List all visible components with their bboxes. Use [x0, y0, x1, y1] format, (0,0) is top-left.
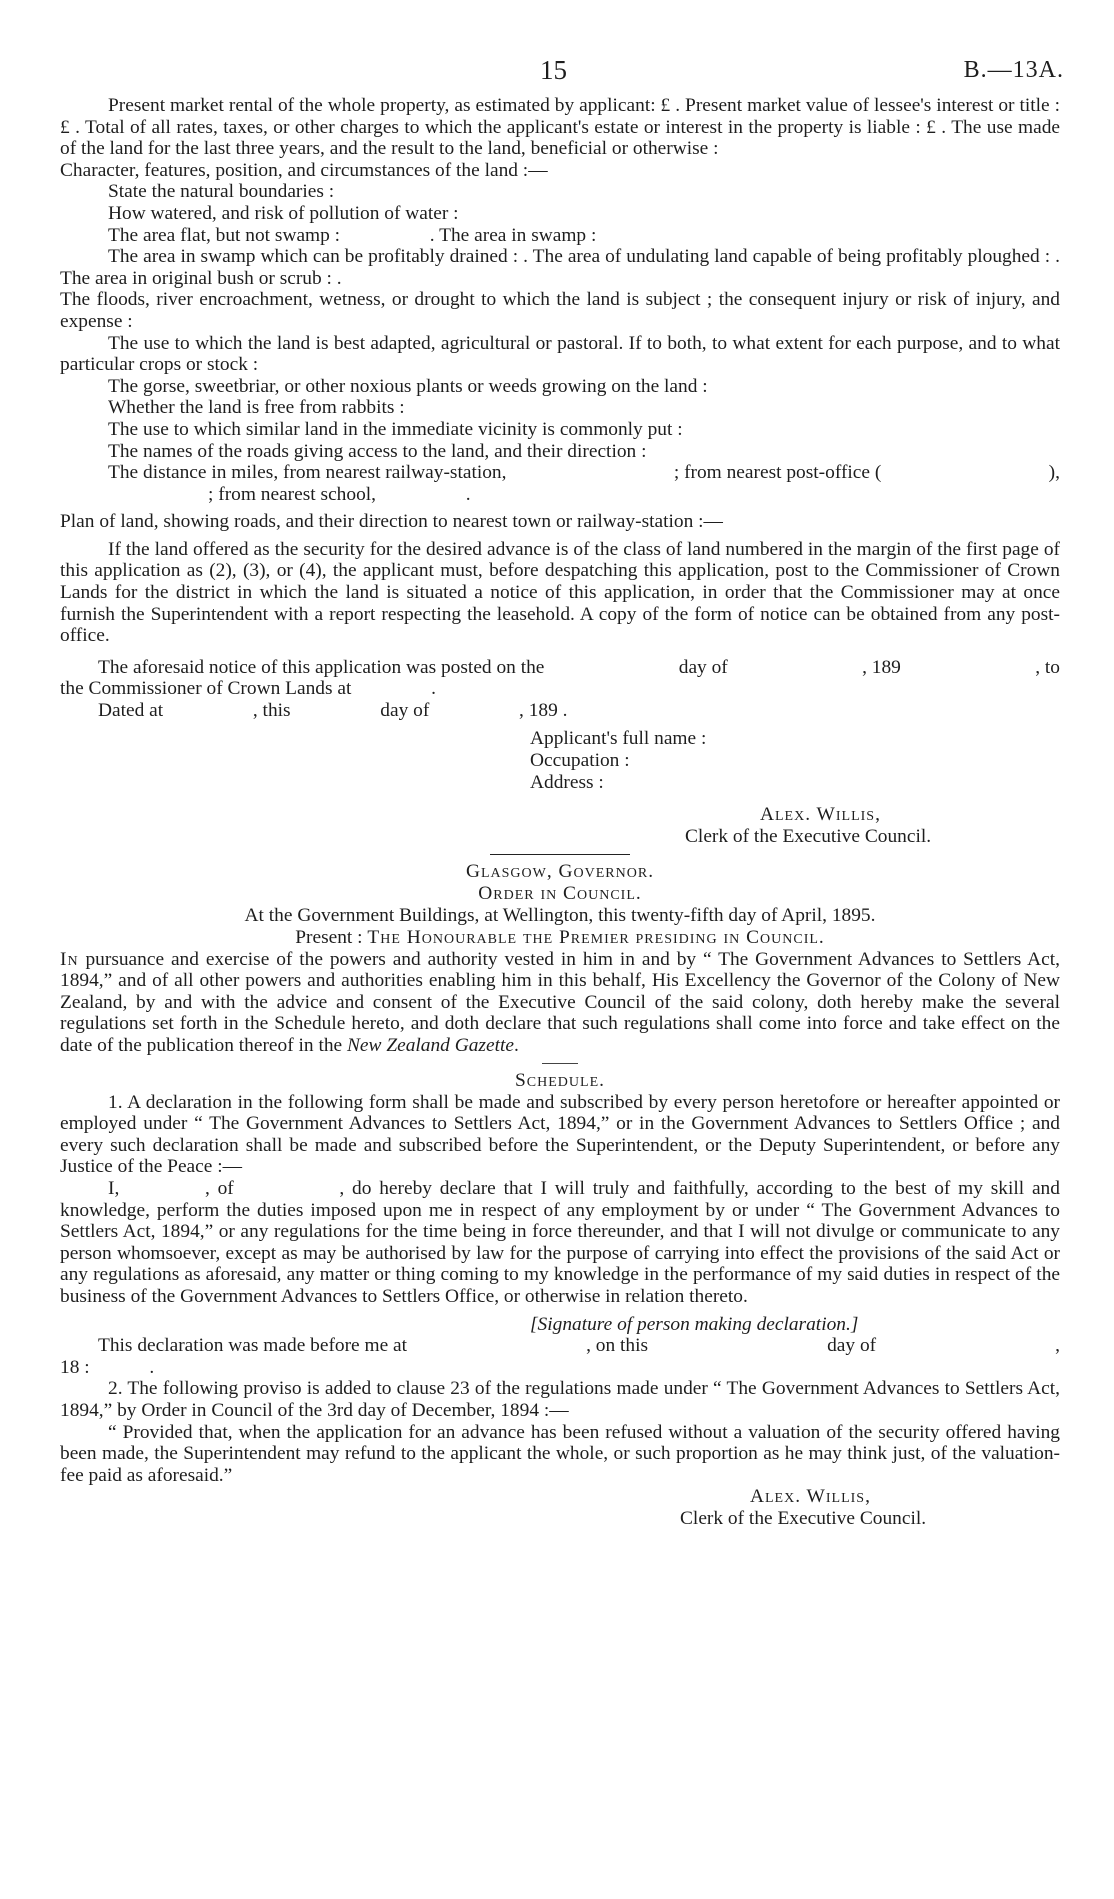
applicant-name-label: Applicant's full name :: [530, 727, 707, 749]
notice-line: [60, 657, 1060, 679]
signature-placeholder: [Signature of person making declaration.]: [530, 1313, 859, 1335]
flat-area-line: [60, 225, 1060, 247]
distance-railway-label: The distance in miles, from nearest railway-station,: [108, 462, 507, 484]
proviso-paragraph: “ Provided that, when the application for an advance has been refused without a valuation of the security offered having been made, the Superintendent may refund to the applicant the whole, or such proportion as he may think just, of the valuation-fee paid as aforesaid.”: [60, 1421, 1060, 1486]
gorse-line: The gorse, sweetbriar, or other noxious plants or weeds growing on the land :: [108, 375, 708, 397]
declaration-made-line: [60, 1335, 1060, 1357]
dated-year-label: , 189: [519, 700, 558, 722]
preamble-initial: In: [60, 948, 79, 970]
distance-school-end: .: [465, 483, 471, 505]
document-page: [60, 55, 1064, 1530]
character-heading: Character, features, position, and circumstances of the land :—: [60, 159, 548, 181]
distance-post-office-label: ; from nearest post-office (: [673, 462, 882, 484]
notice-day-label: day of: [678, 656, 728, 678]
swamp-paragraph: The area in swamp which can be profitably drained : . The area of undulating land capable of being profitably ploughed : . The area in original bush or scrub : .: [60, 246, 1060, 289]
declaration-i: I,: [108, 1177, 120, 1199]
governor-line: Glasgow, Governor.: [465, 860, 655, 882]
signature-title-2: Clerk of the Executive Council.: [680, 1508, 927, 1530]
occupation-label: Occupation :: [530, 749, 630, 771]
section-divider: [490, 854, 630, 855]
address-label: Address :: [530, 771, 604, 793]
gazette-title: New Zealand Gazette: [347, 1035, 514, 1056]
notice-to-label: , to: [1035, 656, 1060, 678]
flat-area-label: The area flat, but not swamp :: [108, 224, 341, 246]
distance-school-label: ; from nearest school,: [208, 483, 377, 505]
order-place-date: At the Government Buildings, at Wellington, this twenty-fifth day of April, 1895.: [244, 904, 876, 926]
similar-use-line: The use to which similar land in the immediate vicinity is commonly put :: [108, 418, 683, 440]
schedule-heading: Schedule.: [515, 1069, 605, 1091]
distance-line: [60, 462, 1060, 484]
notice-end: .: [431, 678, 436, 700]
notice-commissioner-line: [60, 678, 1060, 700]
dated-line: [60, 700, 1060, 722]
watered-line: How watered, and risk of pollution of water :: [108, 202, 459, 224]
preamble-text: pursuance and exercise of the powers and authority vested in him in and by “ The Government Advances to Settlers Act, 1894,” and of all other powers and authorities enabling him in this behalf, His Excellency the Governor of the Colony of New Zealand, by and with the advice and consent of the Executive Council of the said colony, doth hereby make the several regulations set forth in the Schedule hereto, and doth declare that such regulations shall come into force and take effect on the date of the publication thereof in the: [60, 948, 1060, 1056]
schedule-divider: [542, 1063, 578, 1064]
page-header: [60, 55, 1064, 95]
order-heading: Order in Council.: [478, 882, 642, 904]
signature-name-1: Alex. Willis,: [760, 803, 881, 825]
signature-name-2: Alex. Willis,: [750, 1486, 871, 1508]
present-label: Present :: [295, 926, 363, 948]
clause-1: 1. A declaration in the following form shall be made and subscribed by every person heretofore or hereafter appointed or employed under “ The Government Advances to Settlers Act, 1894,” or in the Government Advances to Settlers Office ; and every such declaration shall be made and subscribed before the Superintendent, or the Deputy Superintendent, or before any Justice of the Peace :—: [60, 1091, 1060, 1178]
dated-this-label: , this: [252, 700, 291, 722]
dated-at-label: Dated at: [98, 700, 164, 722]
notice-commissioner-label: the Commissioner of Crown Lands at: [60, 678, 352, 700]
dated-day-label: day of: [380, 700, 430, 722]
clause-2: 2. The following proviso is added to clause 23 of the regulations made under “ The Government Advances to Settlers Act, 1894,” by Order in Council of the 3rd day of December, 1894 :—: [60, 1378, 1060, 1421]
made-before-label: This declaration was made before me at: [98, 1335, 408, 1357]
year-colon: :: [84, 1356, 90, 1378]
notice-posted-label: The aforesaid notice of this application was posted on the: [98, 656, 545, 678]
made-on-label: , on this: [586, 1335, 649, 1357]
year-prefix: 18: [60, 1356, 80, 1378]
roads-line: The names of the roads giving access to the land, and their direction :: [108, 440, 647, 462]
year-line: [60, 1357, 1060, 1379]
swamp-area-label: . The area in swamp :: [429, 224, 597, 246]
signature-title-1: Clerk of the Executive Council.: [685, 825, 932, 847]
floods-paragraph: The floods, river encroachment, wetness, or drought to which the land is subject ; the consequent injury or risk of injury, and expense :: [60, 289, 1060, 332]
present-names: The Honourable the Premier presiding in Council.: [367, 926, 825, 948]
distance-school-line: [60, 484, 1060, 506]
rental-paragraph: Present market rental of the whole property, as estimated by applicant: £ . Present market value of lessee's interest or title : £ . Total of all rates, taxes, or other charges to which the applicant's estate or interest in the property is liable : £ . The use made of the land for the last three years, and the result to the land, beneficial or otherwise :: [60, 95, 1060, 160]
document-reference: B.—13A.: [963, 57, 1064, 83]
present-line: [60, 927, 1060, 949]
use-paragraph: The use to which the land is best adapted, agricultural or pastoral. If to both, to what extent for each purpose, and to what particular crops or stock :: [60, 332, 1060, 376]
rabbits-line: Whether the land is free from rabbits :: [108, 397, 405, 419]
notice-year-label: , 189: [862, 656, 901, 678]
year-end: .: [149, 1356, 155, 1378]
security-paragraph: If the land offered as the security for the desired advance is of the class of land numbered in the margin of the first page of this application as (2), (3), or (4), the applicant must, before despatching this application, post to the Commissioner of Crown Lands for the district in which the land is situated a notice of this application, in order that the Commissioner may at once furnish the Superintendent with a report respecting the leasehold. A copy of the form of notice can be obtained from any post-office.: [60, 538, 1060, 647]
preamble-paragraph: [60, 949, 1060, 1057]
plan-line: Plan of land, showing roads, and their direction to nearest town or railway-station :—: [60, 511, 723, 533]
boundaries-line: State the natural boundaries :: [108, 181, 335, 203]
declaration-text: , do hereby declare that I will truly and faithfully, according to the best of my skill and knowledge, perform the duties imposed upon me in respect of any employment by or under “ The Government Advances to Settlers Act, 1894,” or any regulations for the time being in force thereunder, and that I will not divulge or communicate to any person whomsoever, except as may be authorised by law for the purpose of carrying into effect the provisions of the said Act or any regulations as aforesaid, any matter or thing coming to my knowledge in the performance of my said duties in respect of the business of the Government Advances to Settlers Office, or otherwise in relation thereto.: [60, 1177, 1060, 1307]
declaration-of: , of: [204, 1177, 234, 1199]
made-comma: ,: [1055, 1335, 1060, 1357]
page-number: 15: [540, 55, 567, 85]
declaration-paragraph: [60, 1178, 1060, 1308]
distance-close-paren: ),: [1048, 462, 1060, 484]
dated-end: .: [562, 700, 568, 722]
made-day-label: day of: [827, 1335, 877, 1357]
preamble-end: .: [513, 1035, 519, 1056]
